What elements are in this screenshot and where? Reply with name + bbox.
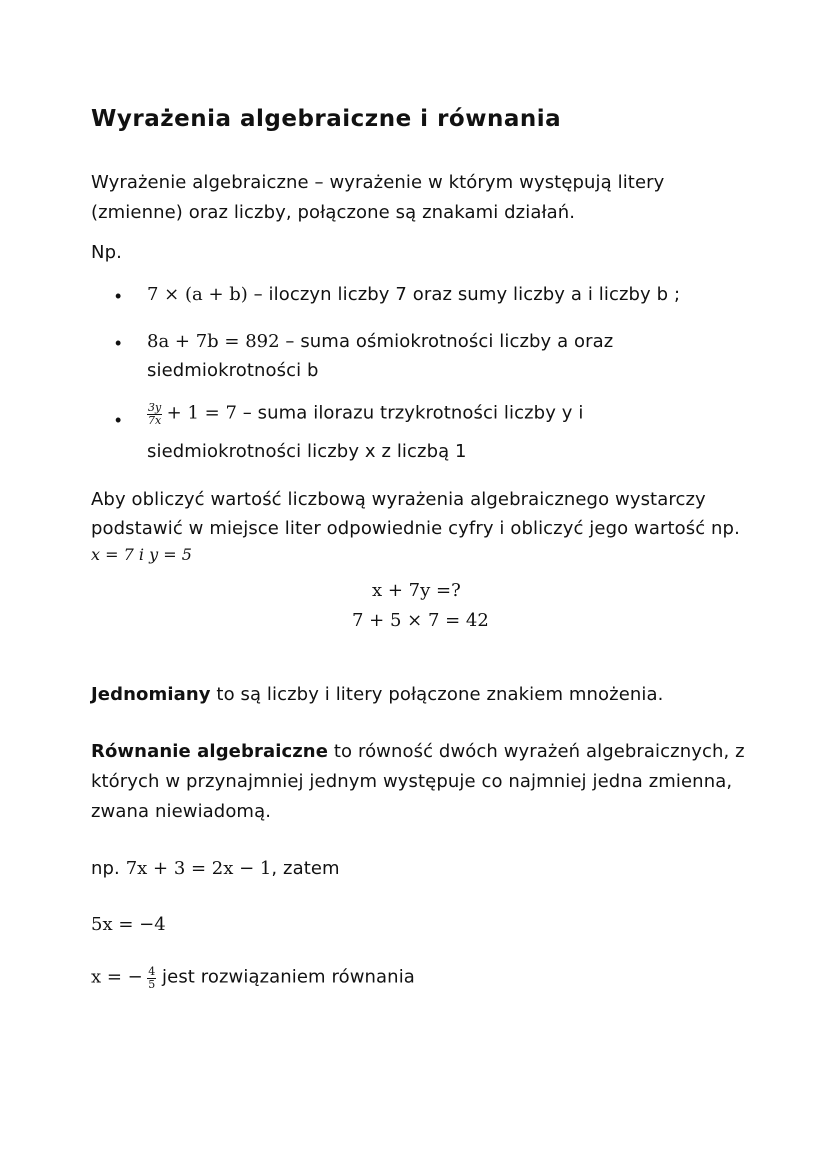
solution-result-lhs: x = − bbox=[91, 966, 143, 988]
evaluation-equation-1: x + 7y =? bbox=[372, 580, 461, 601]
np-label: Np. bbox=[91, 242, 122, 263]
solution-step: 5x = −4 bbox=[91, 914, 166, 935]
bullet-3: • bbox=[115, 410, 122, 430]
definition-line-1: Wyrażenie algebraiczne – wyrażenie w którym występują litery bbox=[91, 172, 665, 193]
fraction-denominator: 7x bbox=[148, 414, 162, 427]
monomials-term: Jednomiany bbox=[91, 684, 211, 705]
solution-fraction bbox=[147, 966, 156, 991]
solution-result-text: jest rozwiązaniem równania bbox=[156, 966, 415, 988]
bullet-2: • bbox=[115, 333, 122, 353]
example-1 bbox=[147, 284, 680, 305]
equation-definition-line-2: których w przynajmniej jednym występuje co najmniej jedna zmienna, bbox=[91, 771, 733, 792]
example-2-math: 8a + 7b = 892 bbox=[147, 331, 280, 352]
solution-fraction-denominator: 5 bbox=[148, 978, 156, 991]
equation-definition-line-3: zwana niewiadomą. bbox=[91, 801, 272, 822]
solution-fraction-numerator: 4 bbox=[148, 965, 156, 978]
bullet-1: • bbox=[115, 286, 122, 306]
solution-after: , zatem bbox=[271, 858, 340, 879]
example-2 bbox=[147, 331, 613, 352]
example-2-text: – suma ośmiokrotności liczby a oraz bbox=[279, 331, 614, 352]
example-1-text: – iloczyn liczby 7 oraz sumy liczby a i liczby b ; bbox=[247, 284, 681, 305]
evaluation-equation-2: 7 + 5 × 7 = 42 bbox=[352, 610, 489, 631]
example-3-fraction bbox=[147, 402, 162, 427]
equation-term: Równanie algebraiczne bbox=[91, 741, 329, 762]
solution-result bbox=[91, 966, 415, 991]
example-2-text-line-2: siedmiokrotności b bbox=[147, 360, 319, 381]
example-3 bbox=[147, 402, 583, 427]
monomials-definition bbox=[91, 684, 663, 705]
equation-definition-line-1 bbox=[91, 741, 745, 762]
equation-definition-text: to równość dwóch wyrażeń algebraicznych, z bbox=[328, 741, 745, 762]
monomials-text: to są liczby i litery połączone znakiem mnożenia. bbox=[210, 684, 664, 705]
solution-example bbox=[91, 858, 340, 879]
example-3-text-line-2: siedmiokrotności liczby x z liczbą 1 bbox=[147, 441, 467, 462]
solution-equation: 7x + 3 = 2x − 1 bbox=[125, 858, 272, 879]
evaluation-values: x = 7 i y = 5 bbox=[91, 545, 192, 564]
example-3-text: – suma ilorazu trzykrotności liczby y i bbox=[236, 402, 584, 424]
example-1-math: 7 × (a + b) bbox=[147, 284, 248, 305]
evaluation-line-2: podstawić w miejsce liter odpowiednie cyfry i obliczyć jego wartość np. bbox=[91, 518, 740, 539]
solution-np: np. bbox=[91, 858, 126, 879]
fraction-numerator: 3y bbox=[148, 401, 162, 414]
definition-line-2: (zmienne) oraz liczby, połączone są znakami działań. bbox=[91, 202, 576, 223]
example-3-math: + 1 = 7 bbox=[166, 402, 237, 424]
evaluation-line-1: Aby obliczyć wartość liczbową wyrażenia algebraicznego wystarczy bbox=[91, 489, 706, 510]
page-title: Wyrażenia algebraiczne i równania bbox=[91, 106, 562, 132]
